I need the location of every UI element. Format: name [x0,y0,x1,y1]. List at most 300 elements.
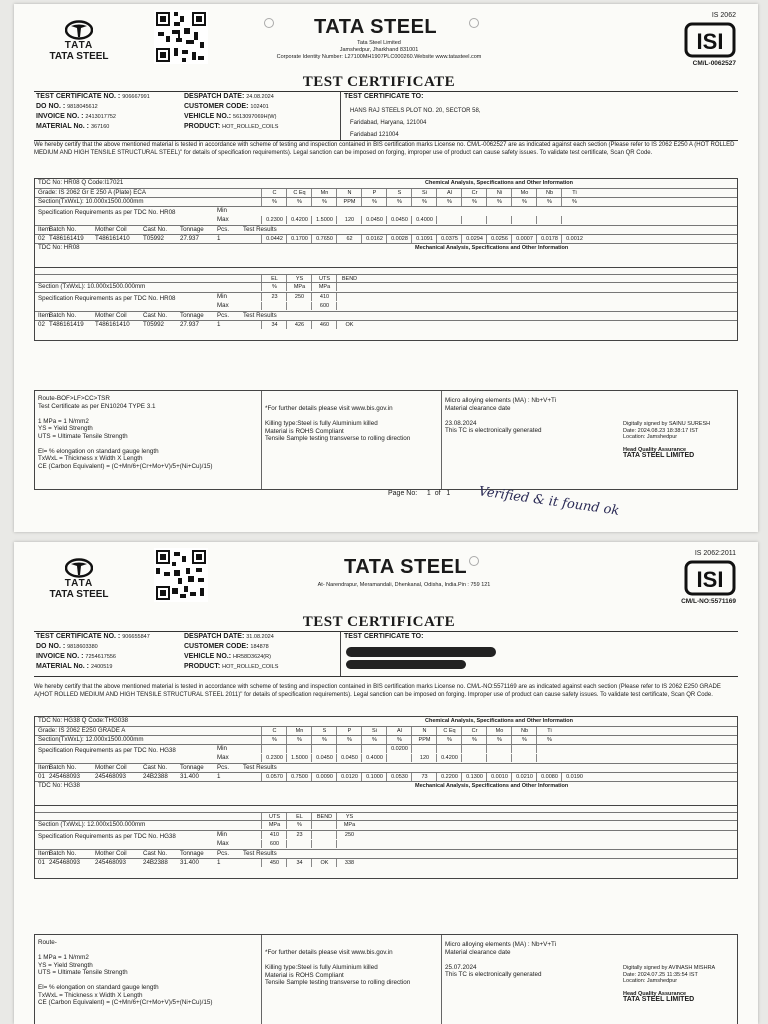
isi-standard: IS 2062 [711,12,736,19]
tata-logo-icon [65,558,93,578]
certificate-page-2 [14,542,758,1024]
chem-result: 0.2200 [436,773,462,781]
footer-line [38,947,212,955]
chem-max-value: 0.4000 [411,216,437,224]
chem-unit: % [461,736,487,744]
pieces: 1 [217,235,221,242]
section-heading: Chemical Analysis, Specifications and Other Information [425,180,574,186]
footer-line: Test Certificate as per EN10204 TYPE 3.1 [38,402,156,410]
chem-result: 0.0375 [436,235,462,243]
table-row [35,197,737,205]
chem-result: 0.0256 [486,235,512,243]
isi-standard: IS 2062:2011 [694,550,736,557]
address-line: Corporate Identity Number: L27100MH1907PLC000260.Website www.tatasteel.com [276,54,482,60]
section-size: Section(TxWxL): 12.000x1500.000mm [38,736,144,743]
column-header: Mother Coil [95,764,127,771]
table-row [35,274,737,282]
table-row [35,225,737,233]
mech-column-header: YS [286,275,312,283]
redaction-bar [346,647,496,657]
column-header: Test Results [243,226,277,233]
mech-column-header: EL [261,275,287,283]
mech-column-header: UTS [311,275,337,283]
material-number: MATERIAL No. : 367160 [36,123,110,130]
table-row [35,243,737,251]
min-label: Min [217,831,227,838]
chem-result: 0.0442 [261,235,287,243]
mech-unit: MPa [261,821,287,829]
chem-column-header: Si [361,727,387,735]
qr-code-icon[interactable] [154,548,208,602]
chem-max-value [561,216,587,224]
footer-line: 23.08.2024 [445,419,477,427]
cast-number: 24B2388 [143,773,168,780]
footer-line: CE (Carbon Equivalent) = (C+Mn/6+(Cr+Mo+V)/5+(Ni+Cu)/15) [38,999,213,1006]
chem-max-value: 0.2300 [261,754,287,762]
chem-unit: % [461,198,487,206]
batch-number: 245468093 [49,773,80,780]
chem-column-header: C [261,727,287,735]
table-row [35,830,737,849]
isi-mark-icon [684,560,736,596]
chem-max-value: 0.4000 [361,754,387,762]
footer-line: UTS = Ultimate Tensile Strength [38,432,128,440]
isi-mark-icon [684,22,736,58]
chem-unit: % [386,198,412,206]
chem-unit: % [436,736,462,744]
company-address: At- Narendrapur, Meramandali, Dhenkanal, Odisha, India.Pin : 759 121 [317,582,491,588]
mother-coil: T486161410 [95,235,130,242]
chem-max-value: 1.5000 [311,216,337,224]
cast-number: 24B2388 [143,859,168,866]
chem-min-value [536,745,562,753]
tdc-number: TDC No: HG38 Q Code:THG038 [38,717,129,724]
chem-column-header: N [411,727,437,735]
mech-result: 460 [311,321,337,329]
table-row [35,820,737,828]
batch-number: 245468093 [49,859,80,866]
tdc-number: TDC No: HG38 [38,782,80,789]
chem-column-header: Ni [486,189,512,197]
chem-max-value [461,754,487,762]
footer-notes [265,405,410,443]
footer-line [265,413,410,421]
mother-coil: 245468093 [95,773,126,780]
max-label: Max [217,216,229,223]
mechanical-analysis-table [34,266,738,341]
section-size: Section (TxWxL): 12.000x1500.000mm [38,821,146,828]
column-header: Item [38,226,51,233]
cml-license: CM/L-NO:5571169 [681,598,736,605]
column-header: Tonnage [180,850,204,857]
column-header: Mother Coil [95,312,127,319]
footer-line: Material is ROHS Compliant [265,427,344,435]
chem-result: 0.1000 [361,773,387,781]
cast-number: T05992 [143,321,164,328]
chem-unit: PPM [411,736,437,744]
chem-max-value: 0.2300 [261,216,287,224]
digital-signature: Digitally signed by AVINASH MISHRA Date: 2024.07.25 11:35:54 IST Location: Jamshedpur Head Quality Assurance TATA STEEL LIMITED [623,965,716,1003]
grade: Grade: IS 2062 Gr E 250 A (Plate) ECA [38,189,146,196]
mech-column-header: YS [336,813,362,821]
footer-line: This TC is electronically generated [445,427,542,434]
chem-column-header: Mn [286,727,312,735]
max-label: Max [217,302,229,309]
divider [34,140,738,141]
min-label: Min [217,293,227,300]
section-size: Section (TxWxL): 10.000x1500.000mm [38,283,146,290]
mech-max-value [286,840,312,848]
footer-line: This TC is electronically generated [445,971,542,978]
chem-unit: % [386,736,412,744]
svg-text:ISI: ISI [696,29,724,54]
chem-column-header: Si [411,189,437,197]
item-number: 02 [38,321,45,328]
column-header: Tonnage [180,312,204,319]
divider [441,935,442,1024]
footer-line [445,956,556,964]
column-header: Cast No. [143,226,168,233]
mech-min-value: 250 [286,293,312,301]
section-heading: Mechanical Analysis, Specifications and Other Information [415,783,569,789]
divider [261,391,262,489]
column-header: Batch No. [49,226,77,233]
chem-max-value: 1.5000 [286,754,312,762]
footer-notes [38,939,212,1007]
vehicle-number: VEHICLE NO.: 5613097069H(W) [184,113,277,120]
chem-unit: % [261,736,287,744]
chem-max-value [536,754,562,762]
mech-max-value [286,302,312,310]
pieces: 1 [217,773,221,780]
mother-coil: T486161410 [95,321,130,328]
mech-result: 338 [336,859,362,867]
table-row [35,849,737,857]
table-row [35,781,737,789]
footer-line: Tensile Sample testing transverse to rolling direction [265,435,411,442]
chem-unit: % [561,198,587,206]
chem-unit: % [411,198,437,206]
logo-wordmark: TATA [64,578,94,589]
redaction-bar [346,660,466,669]
item-number: 01 [38,859,45,866]
chem-max-value [511,754,537,762]
footer-line: 25.07.2024 [445,963,477,971]
chem-min-value [461,745,487,753]
table-row [35,735,737,743]
footer-line: YS = Yield Strength [38,425,93,432]
chem-unit: % [436,198,462,206]
certification-statement: We hereby certify that the above mentioned material is tested in accordance with scheme of testing and inspection contained in BIS certification marks License no. CM/L-NO:5571169 are as indicated against each section (Please refer to IS 2062 E250 GRADE A(HOT ROLLED MEDIUM AND HIGH TENSILE STRUCTURAL STEEL 2011)" for details of specification requirements). Legal sanction can be imposed on forging. Improper use of product can cause safety issues. To validate test certificate, Scan QR Code. [34,684,721,698]
column-header: Item [38,850,51,857]
chem-result: 0.0190 [561,773,587,781]
column-header: Batch No. [49,312,77,319]
certificate-to-label: TEST CERTIFICATE TO: [344,633,424,640]
chem-unit: % [536,198,562,206]
do-number: DO NO. : 9818045612 [36,103,98,110]
invoice-number: INVOICE NO. : 2413017752 [36,113,116,120]
footer-notes [38,395,212,470]
addressee-line: Faridabad, Haryana, 121004 [350,120,427,126]
mech-max-value [311,840,337,848]
customer-code: CUSTOMER CODE: 184878 [184,643,269,650]
addressee-line: Faridabad 121004 [350,132,399,138]
footer-notes [265,949,410,987]
divider [34,676,738,677]
table-row [35,311,737,319]
chem-result: 0.1091 [411,235,437,243]
table-row [35,282,737,290]
divider [34,631,738,632]
column-header: Tonnage [180,764,204,771]
chem-result: 0.0007 [511,235,537,243]
table-row [35,234,737,242]
chem-min-value [311,745,337,753]
max-label: Max [217,840,229,847]
tonnage: 27.937 [180,321,199,328]
mech-unit [336,283,362,291]
chem-result: 0.0162 [361,235,387,243]
mech-column-header: EL [286,813,312,821]
chem-unit: % [511,736,537,744]
footer-line [38,440,212,448]
despatch-date: DESPATCH DATE: 24.08.2024 [184,93,274,100]
mech-min-value: 410 [311,293,337,301]
column-header: Batch No. [49,764,77,771]
chem-column-header: Nb [536,189,562,197]
chem-max-value: 0.4200 [436,754,462,762]
column-header: Pcs. [217,226,230,233]
footer-line: TxWxL = Thickness x Width X Length [38,991,143,999]
column-header: Cast No. [143,764,168,771]
chem-column-header: Mo [511,189,537,197]
chem-unit: % [336,736,362,744]
column-header: Mother Coil [95,850,127,857]
chem-max-value [486,754,512,762]
chem-column-header: P [361,189,387,197]
chemical-analysis-table [34,716,738,806]
column-header: Mother Coil [95,226,127,233]
section-heading: Chemical Analysis, Specifications and Other Information [425,718,574,724]
footer-line: Killing type:Steel is fully Aluminium killed [265,420,378,427]
footer-line: TxWxL = Thickness x Width X Length [38,455,143,462]
mech-max-value: 600 [261,840,287,848]
pieces: 1 [217,859,221,866]
product: PRODUCT: HOT_ROLLED_COILS [184,663,279,670]
chem-column-header: Mn [311,189,337,197]
chem-result: 0.7650 [311,235,337,243]
chem-column-header: C Eq [436,727,462,735]
chem-column-header: Al [436,189,462,197]
mech-column-header: UTS [261,813,287,821]
vehicle-number: VEHICLE NO.: HR58D3624(R) [184,653,271,660]
mech-max-value: 600 [311,302,337,310]
chem-unit: % [486,736,512,744]
brand-name: TATA STEEL [314,16,438,38]
chem-max-value: 0.4200 [286,216,312,224]
chem-unit: PPM [336,198,362,206]
mechanical-analysis-table [34,804,738,879]
table-row [35,292,737,311]
pieces: 1 [217,321,221,328]
chem-unit: % [361,736,387,744]
logo-subtitle: TATA STEEL [49,589,109,600]
mech-column-header: BEND [336,275,362,283]
tdc-number: TDC No: HR08 [38,244,80,251]
footer-line: Material clearance date [445,948,511,956]
chem-unit: % [261,198,287,206]
chem-max-value: 120 [336,216,362,224]
item-number: 02 [38,235,45,242]
footer-line: Micro alloying elements (MA) : Nb+V+Ti [445,397,557,404]
chem-max-value: 120 [411,754,437,762]
cml-license: CM/L-0062527 [692,60,736,67]
max-label: Max [217,754,229,761]
table-row [35,763,737,771]
qr-code-icon[interactable] [154,10,208,64]
chem-column-header: Cr [461,727,487,735]
certificate-header [14,4,758,76]
chem-column-header: Al [386,727,412,735]
chem-result: 0.0178 [536,235,562,243]
divider [261,935,262,1024]
chem-column-header: Nb [511,727,537,735]
footer-line: CE (Carbon Equivalent) = (C+Mn/6+(Cr+Mo+V)/5+(Ni+Cu)/15) [38,462,213,470]
material-number: MATERIAL No. : 2400519 [36,663,113,670]
page-number: Page No: 1 of 1 [388,490,451,497]
footer-line: Material clearance date [445,404,511,412]
footer-line: Material is ROHS Compliant [265,971,344,979]
column-header: Tonnage [180,226,204,233]
certificate-footer [34,934,738,1024]
chem-result: 73 [411,773,437,781]
mech-unit: % [261,283,287,291]
chem-unit: % [286,198,312,206]
column-header: Test Results [243,850,277,857]
handwritten-note: Verified & it found ok [477,484,621,519]
mech-max-value [336,840,362,848]
chem-min-value: 0.0200 [386,745,412,753]
mech-min-value: 23 [261,293,287,301]
document-title: TEST CERTIFICATE [302,614,456,630]
mech-min-value: 23 [286,831,312,839]
tata-logo [44,20,114,62]
chem-result: 0.1700 [286,235,312,243]
certificate-footer [34,390,738,490]
chem-column-header: S [386,189,412,197]
column-header: Cast No. [143,312,168,319]
tonnage: 31.400 [180,773,199,780]
footer-line: Tensile Sample testing transverse to rolling direction [265,979,411,986]
chem-min-value [261,745,287,753]
logo-wordmark: TATA [64,40,94,51]
chem-column-header: S [311,727,337,735]
footer-line: El= % elongation on standard gauge length [38,447,159,455]
logo-subtitle: TATA STEEL [49,51,109,62]
mech-unit [311,821,337,829]
mech-min-value [311,831,337,839]
chem-min-value [361,745,387,753]
mech-result: 450 [261,859,287,867]
address-line: Jamshedpur, Jharkhand 831001 [339,47,419,53]
footer-line [38,410,212,418]
mech-unit: % [286,821,312,829]
chem-max-value [436,216,462,224]
table-row [35,206,737,225]
chem-min-value [511,745,537,753]
column-header: Pcs. [217,764,230,771]
table-row [35,812,737,820]
chem-max-value [511,216,537,224]
footer-line: *For further details please visit www.bis.gov.in [265,405,393,412]
column-header: Cast No. [143,850,168,857]
batch-number: T486161419 [49,235,84,242]
mech-result: 34 [286,859,312,867]
chem-result: 0.7500 [286,773,312,781]
mech-max-value [261,302,287,310]
table-row [35,744,737,763]
chem-result: 0.0090 [311,773,337,781]
chem-result: 0.0570 [261,773,287,781]
brand-name: TATA STEEL [344,556,468,578]
footer-line [38,977,212,985]
chem-max-value [386,754,412,762]
company-address [244,40,514,61]
section-heading: Mechanical Analysis, Specifications and Other Information [415,245,569,251]
chem-min-value [486,745,512,753]
chem-max-value [461,216,487,224]
chem-result: 0.0120 [336,773,362,781]
chem-result: 0.0210 [511,773,537,781]
mech-result: 426 [286,321,312,329]
mech-result: OK [311,859,337,867]
footer-notes [445,941,556,979]
spec-requirement: Specification Requirements as per TDC No. HR08 [38,209,176,216]
table-row [35,320,737,328]
column-header: Test Results [243,312,277,319]
spec-requirement: Specification Requirements as per TDC No. HG38 [38,833,176,840]
chemical-analysis-table [34,178,738,268]
tata-logo [44,558,114,600]
certificate-to-label: TEST CERTIFICATE TO: [344,93,424,100]
footer-line: 1 MPa = 1 N/mm2 [38,954,89,961]
min-label: Min [217,745,227,752]
spec-requirement: Specification Requirements as per TDC No. HR08 [38,295,176,302]
chem-column-header: C Eq [286,189,312,197]
footer-line: Killing type:Steel is fully Aluminium killed [265,964,378,971]
chem-column-header: N [336,189,362,197]
divider [34,91,738,92]
tonnage: 31.400 [180,859,199,866]
tonnage: 27.937 [180,235,199,242]
column-header: Item [38,764,51,771]
chem-result: 62 [336,235,362,243]
chem-unit: % [511,198,537,206]
table-row [35,188,737,196]
table-row [35,726,737,734]
column-header: Test Results [243,764,277,771]
divider [340,632,341,676]
item-number: 01 [38,773,45,780]
section-size: Section(TxWxL): 10.000x1500.000mm [38,198,144,205]
chem-max-value: 0.0450 [361,216,387,224]
mech-result: 34 [261,321,287,329]
chem-unit: % [311,198,337,206]
mech-min-value: 250 [336,831,362,839]
chem-min-value [286,745,312,753]
footer-line [265,957,410,965]
divider [441,391,442,489]
